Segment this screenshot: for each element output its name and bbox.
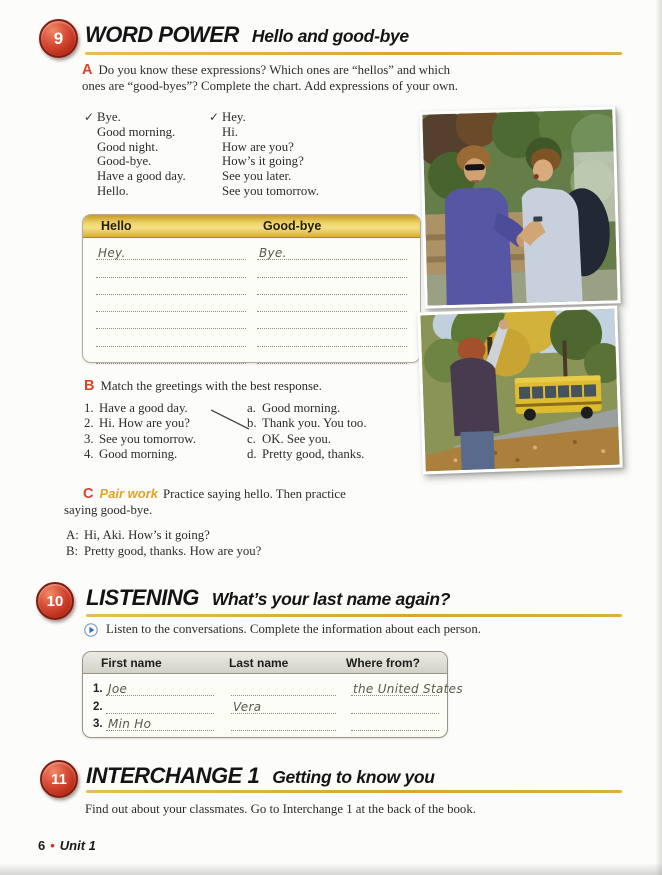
greeting-text: See you tomorrow. xyxy=(99,431,196,446)
fill-in-line xyxy=(96,328,246,346)
dialogue-text: Hi, Aki. How’s it going? xyxy=(84,528,210,542)
expression: Bye. xyxy=(97,110,121,124)
item-letter: b. xyxy=(247,416,257,431)
greetings-list xyxy=(84,401,196,463)
fill-in-line xyxy=(96,346,246,364)
item-letter: a. xyxy=(247,401,256,415)
chart-body xyxy=(83,238,420,364)
section-number: 9 xyxy=(53,28,64,48)
part-b-text: Match the greetings with the best response. xyxy=(100,379,322,393)
fill-in-line xyxy=(257,242,407,260)
fill-in-line xyxy=(231,677,336,696)
page-footer xyxy=(38,838,96,853)
list-item xyxy=(84,184,186,199)
chart-row xyxy=(96,329,407,346)
chart-row xyxy=(96,312,407,329)
photo-top-frame xyxy=(419,106,620,308)
handwritten-entry: Bye. xyxy=(259,246,287,261)
footer-bullet: • xyxy=(50,838,55,853)
row-number: 3. xyxy=(93,718,103,731)
expression: Good-bye. xyxy=(97,154,152,169)
gold-divider xyxy=(86,614,622,617)
item-number: 1. xyxy=(84,401,94,415)
greeting-text: Have a good day. xyxy=(99,401,188,415)
section-number-badge xyxy=(40,760,78,798)
chart-row xyxy=(96,278,407,295)
fill-in-line xyxy=(257,328,407,346)
section-title: INTERCHANGE 1 xyxy=(86,763,260,788)
list-item xyxy=(84,140,186,155)
page-number: 6 xyxy=(38,838,46,853)
fill-in-line xyxy=(96,259,246,277)
dialogue-line xyxy=(66,528,261,544)
part-c-label: C xyxy=(83,486,94,502)
photo-bottom-frame xyxy=(417,306,623,475)
response-item xyxy=(247,447,367,462)
speaker-label: A: xyxy=(66,528,79,542)
row-number: 1. xyxy=(93,682,103,695)
item-letter: c. xyxy=(247,431,256,446)
checkmark: ✓ xyxy=(209,110,220,124)
response-text: Thank you. You too. xyxy=(262,416,367,431)
match-connector-line xyxy=(209,404,251,434)
part-c-text2: saying good-bye. xyxy=(64,503,153,517)
hello-goodbye-chart xyxy=(82,214,421,363)
col-header-first-name: First name xyxy=(101,655,162,670)
fill-in-line xyxy=(351,677,463,696)
expression-list-right xyxy=(209,110,319,199)
expression-list-left xyxy=(84,110,186,199)
list-item xyxy=(209,140,319,155)
part-a-line1: Do you know these expressions? Which ones are “hellos” and which xyxy=(98,63,451,77)
fill-in-line xyxy=(231,713,336,732)
fill-in-line xyxy=(96,311,246,329)
fill-in-line xyxy=(96,294,246,312)
expression: See you later. xyxy=(222,169,292,184)
greeting-item xyxy=(84,401,196,416)
section-number-badge xyxy=(39,19,78,58)
chart-row xyxy=(96,295,407,312)
response-item xyxy=(247,401,367,416)
response-text: Good morning. xyxy=(262,401,341,415)
handwritten-entry: the United States xyxy=(353,681,463,696)
handwritten-entry: Min Ho xyxy=(108,717,152,732)
two-students-greeting-photo xyxy=(422,109,617,305)
listening-table xyxy=(82,651,463,738)
interchange-text: Find out about your classmates. Go to Interchange 1 at the back of the book. xyxy=(85,802,476,816)
fill-in-line xyxy=(106,677,214,696)
dialogue xyxy=(66,528,261,559)
expression: Hey. xyxy=(222,110,246,124)
response-item xyxy=(247,432,367,447)
section-subtitle: Getting to know you xyxy=(272,767,435,787)
list-item xyxy=(84,169,186,184)
gold-divider xyxy=(85,52,622,55)
part-a-line2: ones are “good-byes”? Complete the chart. Add expressions of your own. xyxy=(82,78,458,93)
audio-play-icon xyxy=(84,623,98,637)
expression: How’s it going? xyxy=(222,154,304,169)
greeting-item xyxy=(84,447,196,462)
fill-in-line xyxy=(351,713,439,732)
fill-in-line xyxy=(257,294,407,312)
fill-in-line xyxy=(351,695,439,714)
section-9-header xyxy=(85,22,409,48)
chart-row xyxy=(96,260,407,277)
list-item xyxy=(209,125,319,140)
speaker-label: B: xyxy=(66,543,79,558)
expression: Good morning. xyxy=(97,124,176,139)
section-number: 11 xyxy=(51,770,67,788)
chart-header-goodbye: Good-bye xyxy=(263,219,322,233)
expression: Hello. xyxy=(97,183,129,198)
fill-in-line xyxy=(106,713,214,732)
section-title: WORD POWER xyxy=(85,22,239,47)
dialogue-line xyxy=(66,544,261,560)
row-number: 2. xyxy=(93,700,103,713)
chart-row xyxy=(96,243,407,260)
list-item xyxy=(209,184,319,199)
response-item xyxy=(247,416,367,431)
part-b-instructions xyxy=(84,379,322,395)
section-subtitle: What’s your last name again? xyxy=(211,589,451,609)
listening-instructions: Listen to the conversations. Complete the information about each person. xyxy=(106,622,481,636)
listening-table-header xyxy=(83,652,447,674)
table-row xyxy=(93,678,463,696)
col-header-last-name: Last name xyxy=(229,655,289,670)
fill-in-line xyxy=(231,695,336,714)
table-row xyxy=(93,696,439,714)
handwritten-entry: Vera xyxy=(233,699,262,714)
list-item xyxy=(84,125,186,140)
responses-list xyxy=(247,401,367,463)
fill-in-line xyxy=(96,242,246,260)
interchange-instructions xyxy=(85,802,476,818)
fill-in-line xyxy=(96,277,246,295)
section-number: 10 xyxy=(46,592,64,610)
part-a-instructions xyxy=(82,63,462,94)
chart-header-hello: Hello xyxy=(101,219,132,233)
fill-in-line xyxy=(257,277,407,295)
fill-in-line xyxy=(257,259,407,277)
item-letter: d. xyxy=(247,447,257,462)
item-number: 2. xyxy=(84,416,94,431)
list-item xyxy=(209,110,319,125)
response-text: Pretty good, thanks. xyxy=(262,447,365,462)
checkmark: ✓ xyxy=(84,110,95,124)
handwritten-entry: Joe xyxy=(108,681,128,696)
col-header-where-from: Where from? xyxy=(346,655,421,670)
section-11-header xyxy=(86,763,435,789)
table-row xyxy=(93,714,439,732)
part-a-label: A xyxy=(82,62,93,78)
part-c-text1: Practice saying hello. Then practice xyxy=(163,487,346,501)
item-number: 3. xyxy=(84,431,94,446)
item-number: 4. xyxy=(84,447,94,462)
listening-table-body xyxy=(83,674,463,732)
section-10-header xyxy=(86,585,450,611)
greeting-item xyxy=(84,416,196,431)
fill-in-line xyxy=(257,311,407,329)
fill-in-line xyxy=(257,346,407,364)
listening-instructions-row xyxy=(84,622,481,637)
expression: Hi. xyxy=(222,124,238,139)
gold-divider xyxy=(86,790,622,793)
list-item xyxy=(209,169,319,184)
expression: See you tomorrow. xyxy=(222,183,319,198)
chart-header xyxy=(83,215,420,238)
fill-in-line xyxy=(106,695,214,714)
handwritten-entry: Hey. xyxy=(98,246,126,261)
list-item xyxy=(84,110,186,125)
section-number-badge xyxy=(36,582,74,620)
expression: Have a good day. xyxy=(97,169,186,184)
section-subtitle: Hello and good-bye xyxy=(251,26,409,46)
expression: How are you? xyxy=(222,139,294,154)
section-title: LISTENING xyxy=(86,585,199,610)
list-item xyxy=(84,154,186,169)
list-item xyxy=(209,154,319,169)
part-c-line2 xyxy=(64,503,152,519)
pair-work-tag: Pair work xyxy=(99,486,159,501)
part-c-line1 xyxy=(83,486,346,503)
part-b-label: B xyxy=(84,378,95,394)
dialogue-text: Pretty good, thanks. How are you? xyxy=(84,543,262,558)
response-text: OK. See you. xyxy=(262,431,331,446)
greeting-item xyxy=(84,432,196,447)
expression: Good night. xyxy=(97,139,159,154)
unit-label: Unit 1 xyxy=(59,838,96,853)
student-waving-at-school-bus-photo xyxy=(420,309,619,472)
greeting-text: Hi. How are you? xyxy=(99,416,190,431)
chart-row xyxy=(96,347,407,364)
greeting-text: Good morning. xyxy=(99,447,178,462)
